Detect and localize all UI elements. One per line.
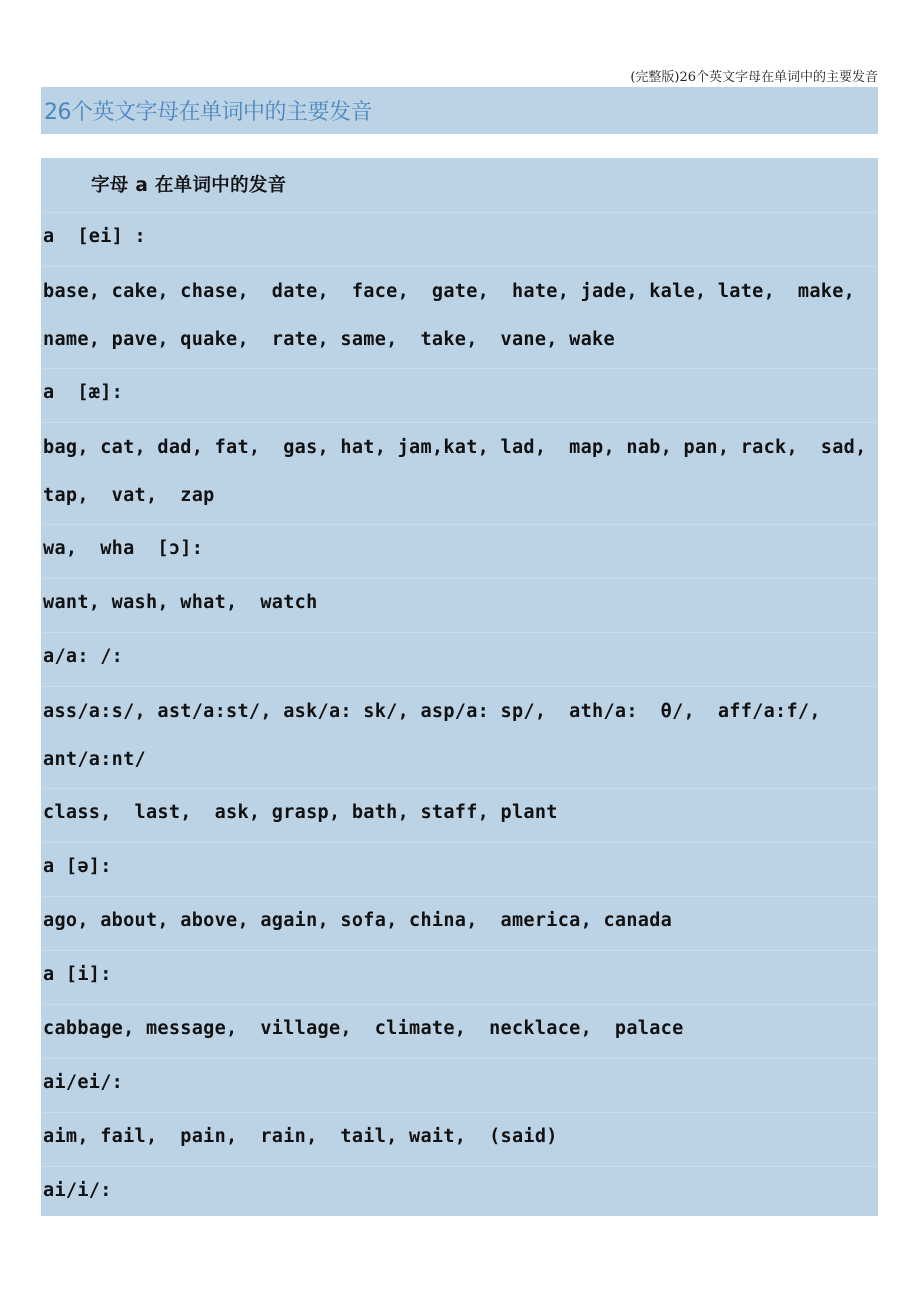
content-row <box>41 633 878 687</box>
content-row <box>41 1059 878 1113</box>
example-words-continued: tap, vat, zap <box>43 485 215 506</box>
content-row <box>41 951 878 1005</box>
content-row <box>41 687 878 789</box>
content-row <box>41 267 878 369</box>
pronunciation-label: a [æ]: <box>43 382 124 403</box>
example-words: ago, about, above, again, sofa, china, america, canada <box>43 910 673 931</box>
pronunciation-label: ai/i/: <box>43 1180 112 1201</box>
example-words: aim, fail, pain, rain, tail, wait, (said) <box>43 1126 558 1147</box>
pronunciation-label: wa, wha [ɔ]: <box>43 538 204 559</box>
content-row <box>41 158 878 213</box>
pronunciation-label: a [i]: <box>43 964 112 985</box>
example-words: class, last, ask, grasp, bath, staff, plant <box>43 802 558 823</box>
content-row <box>41 1113 878 1167</box>
example-words: bag, cat, dad, fat, gas, hat, jam,kat, lad, map, nab, pan, rack, sad, <box>43 437 867 458</box>
content-row <box>41 843 878 897</box>
content-row <box>41 789 878 843</box>
content-row <box>41 525 878 579</box>
running-header: (完整版)26个英文字母在单词中的主要发音 <box>630 70 878 85</box>
example-words: cabbage, message, village, climate, necklace, palace <box>43 1018 684 1039</box>
example-words: want, wash, what, watch <box>43 592 318 613</box>
content-row <box>41 423 878 525</box>
example-words-continued: ant/a:nt/ <box>43 749 146 770</box>
content-row <box>41 1167 878 1216</box>
content-row <box>41 1005 878 1059</box>
section-heading: 字母 a 在单词中的发音 <box>91 175 287 196</box>
title-bar <box>41 87 878 134</box>
example-words: ass/a:s/, ast/a:st/, ask/a: sk/, asp/a: sp/, ath/a: θ/, aff/a:f/, <box>43 701 821 722</box>
pronunciation-label: a/a: /: <box>43 646 124 667</box>
pronunciation-label: a [ei] : <box>43 226 146 247</box>
example-words-continued: name, pave, quake, rate, same, take, vane, wake <box>43 329 615 350</box>
page-title: 26个英文字母在单词中的主要发音 <box>44 100 372 125</box>
content-row <box>41 213 878 267</box>
content-row <box>41 897 878 951</box>
pronunciation-label: a [ə]: <box>43 856 112 877</box>
example-words: base, cake, chase, date, face, gate, hate, jade, kale, late, make, <box>43 281 856 302</box>
content-row <box>41 579 878 633</box>
content-block <box>41 158 878 1216</box>
content-row <box>41 369 878 423</box>
pronunciation-label: ai/ei/: <box>43 1072 124 1093</box>
